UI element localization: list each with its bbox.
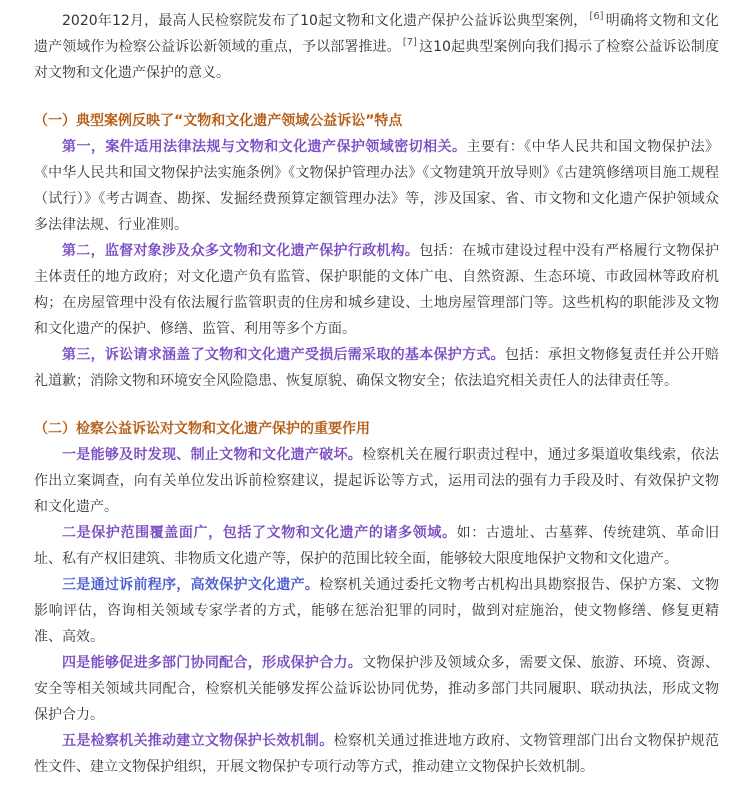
item-lead: 三是通过诉前程序，高效保护文化遗产。 (62, 577, 320, 593)
intro-text-a: 2020年12月，最高人民检察院发布了10起文物和文化遗产保护公益诉讼典型案例， (62, 13, 588, 29)
spacer (34, 86, 719, 108)
item-body: 主要有：《中华人民共和国文物保护法》《中华人民共和国文物保护法实施条例》《文物保护管理办法》《文物建筑开放导则》《古建筑修缮项目施工规程（试行）》《考古调查、勘探、发掘经费预算定额管理办法》等，涉及国家、省、市文物和文化遗产保护领域众多法律法规、行业准则。 (34, 139, 720, 233)
section-2-item (34, 520, 719, 572)
section-2-item (34, 728, 719, 780)
item-lead: 第三，诉讼请求涵盖了文物和文化遗产受损后需采取的基本保护方式。 (62, 347, 505, 363)
item-lead: 四是能够促进多部门协同配合，形成保护合力。 (62, 655, 363, 671)
item-body: 文物保护涉及领域众多，需要文保、旅游、环境、资源、安全等相关领域共同配合，检察机关能够发挥公益诉讼协同优势，推动多部门共同履职、联动执法，形成文物保护合力。 (34, 655, 720, 723)
footnote-ref-6[interactable]: [6] (589, 11, 604, 23)
item-lead: 第二，监督对象涉及众多文物和文化遗产保护行政机构。 (62, 243, 420, 259)
section-2-item (34, 442, 719, 520)
section-2-item (34, 572, 719, 650)
spacer (34, 394, 719, 416)
intro-text-c: 这10起典型案例向我们揭示了检察公益诉讼制度对文物和文化遗产保护的意义。 (34, 39, 719, 81)
section-1-item (34, 238, 719, 342)
item-lead: 一是能够及时发现、制止文物和文化遗产破坏。 (62, 447, 363, 463)
item-body: 检察机关通过委托文物考古机构出具勘察报告、保护方案、文物影响评估，咨询相关领域专家学者的方式，能够在惩治犯罪的同时，做到对症施治，使文物修缮、修复更精准、高效。 (34, 577, 720, 645)
item-body: 如：古遗址、古墓葬、传统建筑、革命旧址、私有产权旧建筑、非物质文化遗产等，保护的范围比较全面，能够较大限度地保护文物和文化遗产。 (34, 525, 720, 567)
item-body: 检察机关通过推进地方政府、文物管理部门出台文物保护规范性文件、建立文物保护组织，开展文物保护专项行动等方式，推动建立文物保护长效机制。 (34, 733, 720, 775)
section-1-item (34, 342, 719, 394)
item-lead: 二是保护范围覆盖面广，包括了文物和文化遗产的诸多领域。 (62, 525, 457, 541)
item-lead: 第一，案件适用法律法规与文物和文化遗产保护领域密切相关。 (62, 139, 467, 155)
section-1-heading: （一）典型案例反映了“文物和文化遗产领域公益诉讼”特点 (34, 113, 403, 129)
section-2-heading: （二）检察公益诉讼对文物和文化遗产保护的重要作用 (34, 421, 370, 437)
intro-text-b: 明确将文物和文化遗产领域作为检察公益诉讼新领域的重点，予以部署推进。 (34, 13, 720, 55)
item-lead: 五是检察机关推动建立文物保护长效机制。 (62, 733, 334, 749)
intro-paragraph (34, 8, 719, 86)
footnote-ref-7[interactable]: [7] (402, 37, 417, 49)
section-2-item (34, 650, 719, 728)
section-1-item (34, 134, 719, 238)
item-body: 检察机关在履行职责过程中，通过多渠道收集线索，依法作出立案调查，向有关单位发出诉前检察建议，提起诉讼等方式，运用司法的强有力手段及时、有效保护文物和文化遗产。 (34, 447, 720, 515)
item-body: 包括：承担文物修复责任并公开赔礼道歉；消除文物和环境安全风险隐患、恢复原貌、确保文物安全；依法追究相关责任人的法律责任等。 (34, 347, 720, 389)
item-body: 包括：在城市建设过程中没有严格履行文物保护主体责任的地方政府；对文化遗产负有监管、保护职能的文体广电、自然资源、生态环境、市政园林等政府机构；在房屋管理中没有依法履行监管职责的住房和城乡建设、土地房屋管理部门等。这些机构的职能涉及文物和文化遗产的保护、修缮、监管、利用等多个方面。 (34, 243, 720, 337)
